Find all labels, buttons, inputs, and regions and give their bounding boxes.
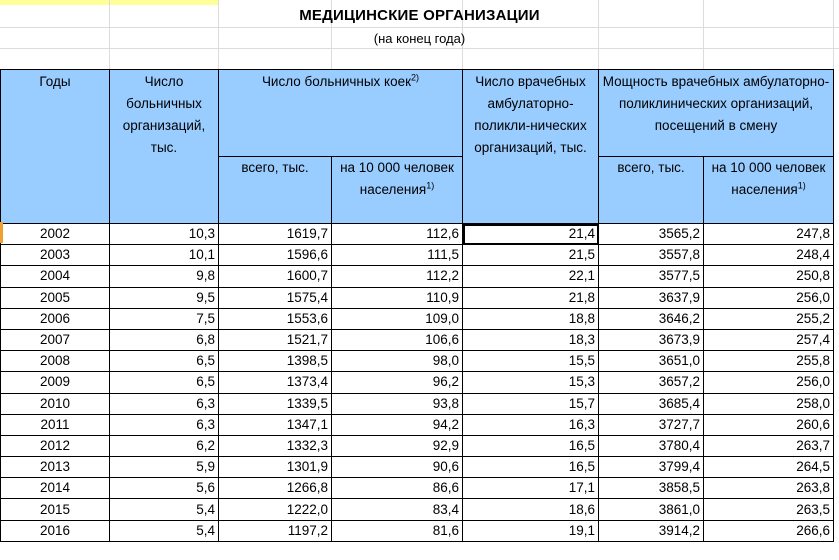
cell-capacity-total[interactable]: 3637,9 [599, 287, 704, 308]
table-row [1, 287, 834, 308]
cell-capacity-total[interactable]: 3685,4 [599, 393, 704, 414]
cell-year[interactable]: 2002 [1, 224, 110, 245]
cell-year[interactable]: 2005 [1, 287, 110, 308]
cell-capacity-per10k[interactable]: 264,5 [704, 457, 834, 478]
cell-beds-total[interactable]: 1398,5 [219, 351, 332, 372]
cell-capacity-per10k[interactable]: 248,4 [704, 245, 834, 266]
cell-capacity-total[interactable]: 3799,4 [599, 457, 704, 478]
cell-capacity-per10k[interactable]: 266,6 [704, 520, 834, 541]
cell-year[interactable]: 2009 [1, 372, 110, 393]
cell-hospitals[interactable]: 5,6 [110, 478, 219, 499]
gridline [0, 48, 839, 49]
cell-capacity-total[interactable]: 3565,2 [599, 224, 704, 245]
cell-capacity-per10k[interactable]: 263,8 [704, 478, 834, 499]
cell-beds-per10k[interactable]: 112,2 [332, 266, 463, 287]
cell-capacity-per10k[interactable]: 255,2 [704, 308, 834, 329]
cell-hospitals[interactable]: 9,5 [110, 287, 219, 308]
cell-outpatient[interactable]: 17,1 [463, 478, 599, 499]
cell-beds-total[interactable]: 1619,7 [219, 224, 332, 245]
cell-outpatient[interactable]: 21,8 [463, 287, 599, 308]
cell-outpatient[interactable]: 15,7 [463, 393, 599, 414]
footnote-mark: 2) [411, 72, 420, 83]
cell-beds-per10k[interactable]: 90,6 [332, 457, 463, 478]
cell-outpatient[interactable]: 18,8 [463, 308, 599, 329]
cell-year[interactable]: 2003 [1, 245, 110, 266]
cell-beds-per10k[interactable]: 93,8 [332, 393, 463, 414]
cell-beds-per10k[interactable]: 86,6 [332, 478, 463, 499]
cell-beds-per10k[interactable]: 106,6 [332, 329, 463, 350]
table-row [1, 435, 834, 456]
data-table [0, 69, 834, 542]
active-row-marker [0, 222, 3, 243]
header-beds-total[interactable]: всего, тыс. [219, 157, 332, 224]
cell-beds-per10k[interactable]: 98,0 [332, 351, 463, 372]
cell-outpatient[interactable]: 18,6 [463, 499, 599, 520]
cell-beds-per10k[interactable]: 110,9 [332, 287, 463, 308]
cell-capacity-total[interactable]: 3861,0 [599, 499, 704, 520]
cell-beds-total[interactable]: 1596,6 [219, 245, 332, 266]
cell-hospitals[interactable]: 5,4 [110, 520, 219, 541]
cell-outpatient[interactable]: 15,5 [463, 351, 599, 372]
cell-beds-total[interactable]: 1553,6 [219, 308, 332, 329]
cell-beds-per10k[interactable]: 96,2 [332, 372, 463, 393]
viewport-edge [0, 552, 839, 560]
table-row [1, 308, 834, 329]
header-hospitals[interactable]: Число больничных организаций, тыс. [110, 70, 219, 224]
cell-hospitals[interactable]: 6,5 [110, 372, 219, 393]
header-capacity-per10k[interactable] [704, 157, 834, 224]
cell-outpatient[interactable]: 15,3 [463, 372, 599, 393]
cell-capacity-per10k[interactable]: 258,0 [704, 393, 834, 414]
cell-beds-total[interactable]: 1339,5 [219, 393, 332, 414]
cell-year[interactable]: 2012 [1, 435, 110, 456]
cell-beds-total[interactable]: 1266,8 [219, 478, 332, 499]
cell-capacity-per10k[interactable]: 263,7 [704, 435, 834, 456]
cell-capacity-total[interactable]: 3673,9 [599, 329, 704, 350]
header-years[interactable]: Годы [1, 70, 110, 224]
cell-capacity-total[interactable]: 3657,2 [599, 372, 704, 393]
cell-capacity-total[interactable]: 3858,5 [599, 478, 704, 499]
cell-capacity-total[interactable]: 3780,4 [599, 435, 704, 456]
cell-year[interactable]: 2016 [1, 520, 110, 541]
cell-outpatient[interactable]: 21,5 [463, 245, 599, 266]
cell-capacity-per10k[interactable]: 247,8 [704, 224, 834, 245]
cell-hospitals[interactable]: 5,4 [110, 499, 219, 520]
cell-capacity-total[interactable]: 3557,8 [599, 245, 704, 266]
cell-hospitals[interactable]: 10,1 [110, 245, 219, 266]
table-row [1, 224, 834, 245]
cell-beds-total[interactable]: 1332,3 [219, 435, 332, 456]
cell-capacity-per10k[interactable]: 257,4 [704, 329, 834, 350]
header-beds-per10k[interactable] [332, 157, 463, 224]
cell-hospitals[interactable]: 6,3 [110, 393, 219, 414]
header-beds[interactable] [219, 70, 463, 157]
table-subtitle[interactable]: (на конец года) [373, 31, 466, 46]
cell-hospitals[interactable]: 9,8 [110, 266, 219, 287]
cell-capacity-total[interactable]: 3651,0 [599, 351, 704, 372]
cell-beds-per10k[interactable]: 112,6 [332, 224, 463, 245]
cell-capacity-per10k[interactable]: 260,6 [704, 414, 834, 435]
cell-beds-total[interactable]: 1197,2 [219, 520, 332, 541]
header-capacity-per10k-label: на 10 000 человек населения [711, 160, 826, 197]
table-title[interactable]: МЕДИЦИНСКИЕ ОРГАНИЗАЦИИ [299, 7, 540, 24]
cell-outpatient[interactable]: 18,3 [463, 329, 599, 350]
cell-beds-total[interactable]: 1373,4 [219, 372, 332, 393]
header-capacity[interactable]: Мощность врачебных амбулаторно-поликлинических организаций, посещений в смену [599, 70, 834, 157]
cell-outpatient[interactable]: 16,3 [463, 414, 599, 435]
cell-year[interactable]: 2013 [1, 457, 110, 478]
cell-beds-per10k[interactable]: 92,9 [332, 435, 463, 456]
footnote-mark: 1) [426, 180, 435, 191]
header-capacity-total[interactable]: всего, тыс. [599, 157, 704, 224]
cell-capacity-per10k[interactable]: 255,8 [704, 351, 834, 372]
cell-year[interactable]: 2015 [1, 499, 110, 520]
cell-outpatient[interactable]: 16,5 [463, 457, 599, 478]
cell-outpatient[interactable]: 22,1 [463, 266, 599, 287]
cell-capacity-total[interactable]: 3577,5 [599, 266, 704, 287]
cell-beds-per10k[interactable]: 111,5 [332, 245, 463, 266]
cell-outpatient[interactable]: 16,5 [463, 435, 599, 456]
cell-beds-total[interactable]: 1222,0 [219, 499, 332, 520]
cell-beds-per10k[interactable]: 109,0 [332, 308, 463, 329]
cell-capacity-per10k[interactable]: 256,0 [704, 287, 834, 308]
table-row [1, 266, 834, 287]
cell-hospitals[interactable]: 6,5 [110, 351, 219, 372]
cell-beds-total[interactable]: 1575,4 [219, 287, 332, 308]
footnote-mark: 1) [797, 180, 806, 191]
cell-year[interactable]: 2010 [1, 393, 110, 414]
table-row [1, 457, 834, 478]
cell-hospitals[interactable]: 6,2 [110, 435, 219, 456]
table-row [1, 329, 834, 350]
header-beds-label: Число больничных коек [261, 74, 412, 89]
cell-capacity-per10k[interactable]: 256,0 [704, 372, 834, 393]
table-row [1, 414, 834, 435]
cell-hospitals[interactable]: 6,8 [110, 329, 219, 350]
cell-beds-per10k[interactable]: 94,2 [332, 414, 463, 435]
cell-beds-total[interactable]: 1347,1 [219, 414, 332, 435]
table-row [1, 372, 834, 393]
table-row [1, 520, 834, 541]
cell-capacity-total[interactable]: 3727,7 [599, 414, 704, 435]
cell-year[interactable]: 2004 [1, 266, 110, 287]
cell-hospitals[interactable]: 10,3 [110, 224, 219, 245]
table-body [1, 224, 834, 542]
table-row [1, 245, 834, 266]
table-row [1, 393, 834, 414]
cell-beds-per10k[interactable]: 83,4 [332, 499, 463, 520]
cell-beds-total[interactable]: 1600,7 [219, 266, 332, 287]
cell-beds-per10k[interactable]: 81,6 [332, 520, 463, 541]
cell-year[interactable]: 2011 [1, 414, 110, 435]
cell-hospitals[interactable]: 5,9 [110, 457, 219, 478]
cell-year[interactable]: 2007 [1, 329, 110, 350]
cell-year[interactable]: 2008 [1, 351, 110, 372]
gridline [0, 27, 839, 28]
cell-hospitals[interactable]: 7,5 [110, 308, 219, 329]
cell-beds-total[interactable]: 1521,7 [219, 329, 332, 350]
table-row [1, 351, 834, 372]
cell-capacity-per10k[interactable]: 250,8 [704, 266, 834, 287]
table-row [1, 499, 834, 520]
cell-outpatient[interactable]: 19,1 [463, 520, 599, 541]
header-outpatient[interactable]: Число врачебных амбулаторно-поликли-нических организаций, тыс. [463, 70, 599, 224]
header-beds-per10k-label: на 10 000 человек населения [340, 160, 454, 197]
cell-capacity-total[interactable]: 3646,2 [599, 308, 704, 329]
cell-capacity-total[interactable]: 3914,2 [599, 520, 704, 541]
cell-year[interactable]: 2014 [1, 478, 110, 499]
cell-beds-total[interactable]: 1301,9 [219, 457, 332, 478]
cell-year[interactable]: 2006 [1, 308, 110, 329]
cell-hospitals[interactable]: 6,3 [110, 414, 219, 435]
cell-capacity-per10k[interactable]: 263,5 [704, 499, 834, 520]
cell-outpatient[interactable]: 21,4 [463, 224, 599, 245]
table-row [1, 478, 834, 499]
